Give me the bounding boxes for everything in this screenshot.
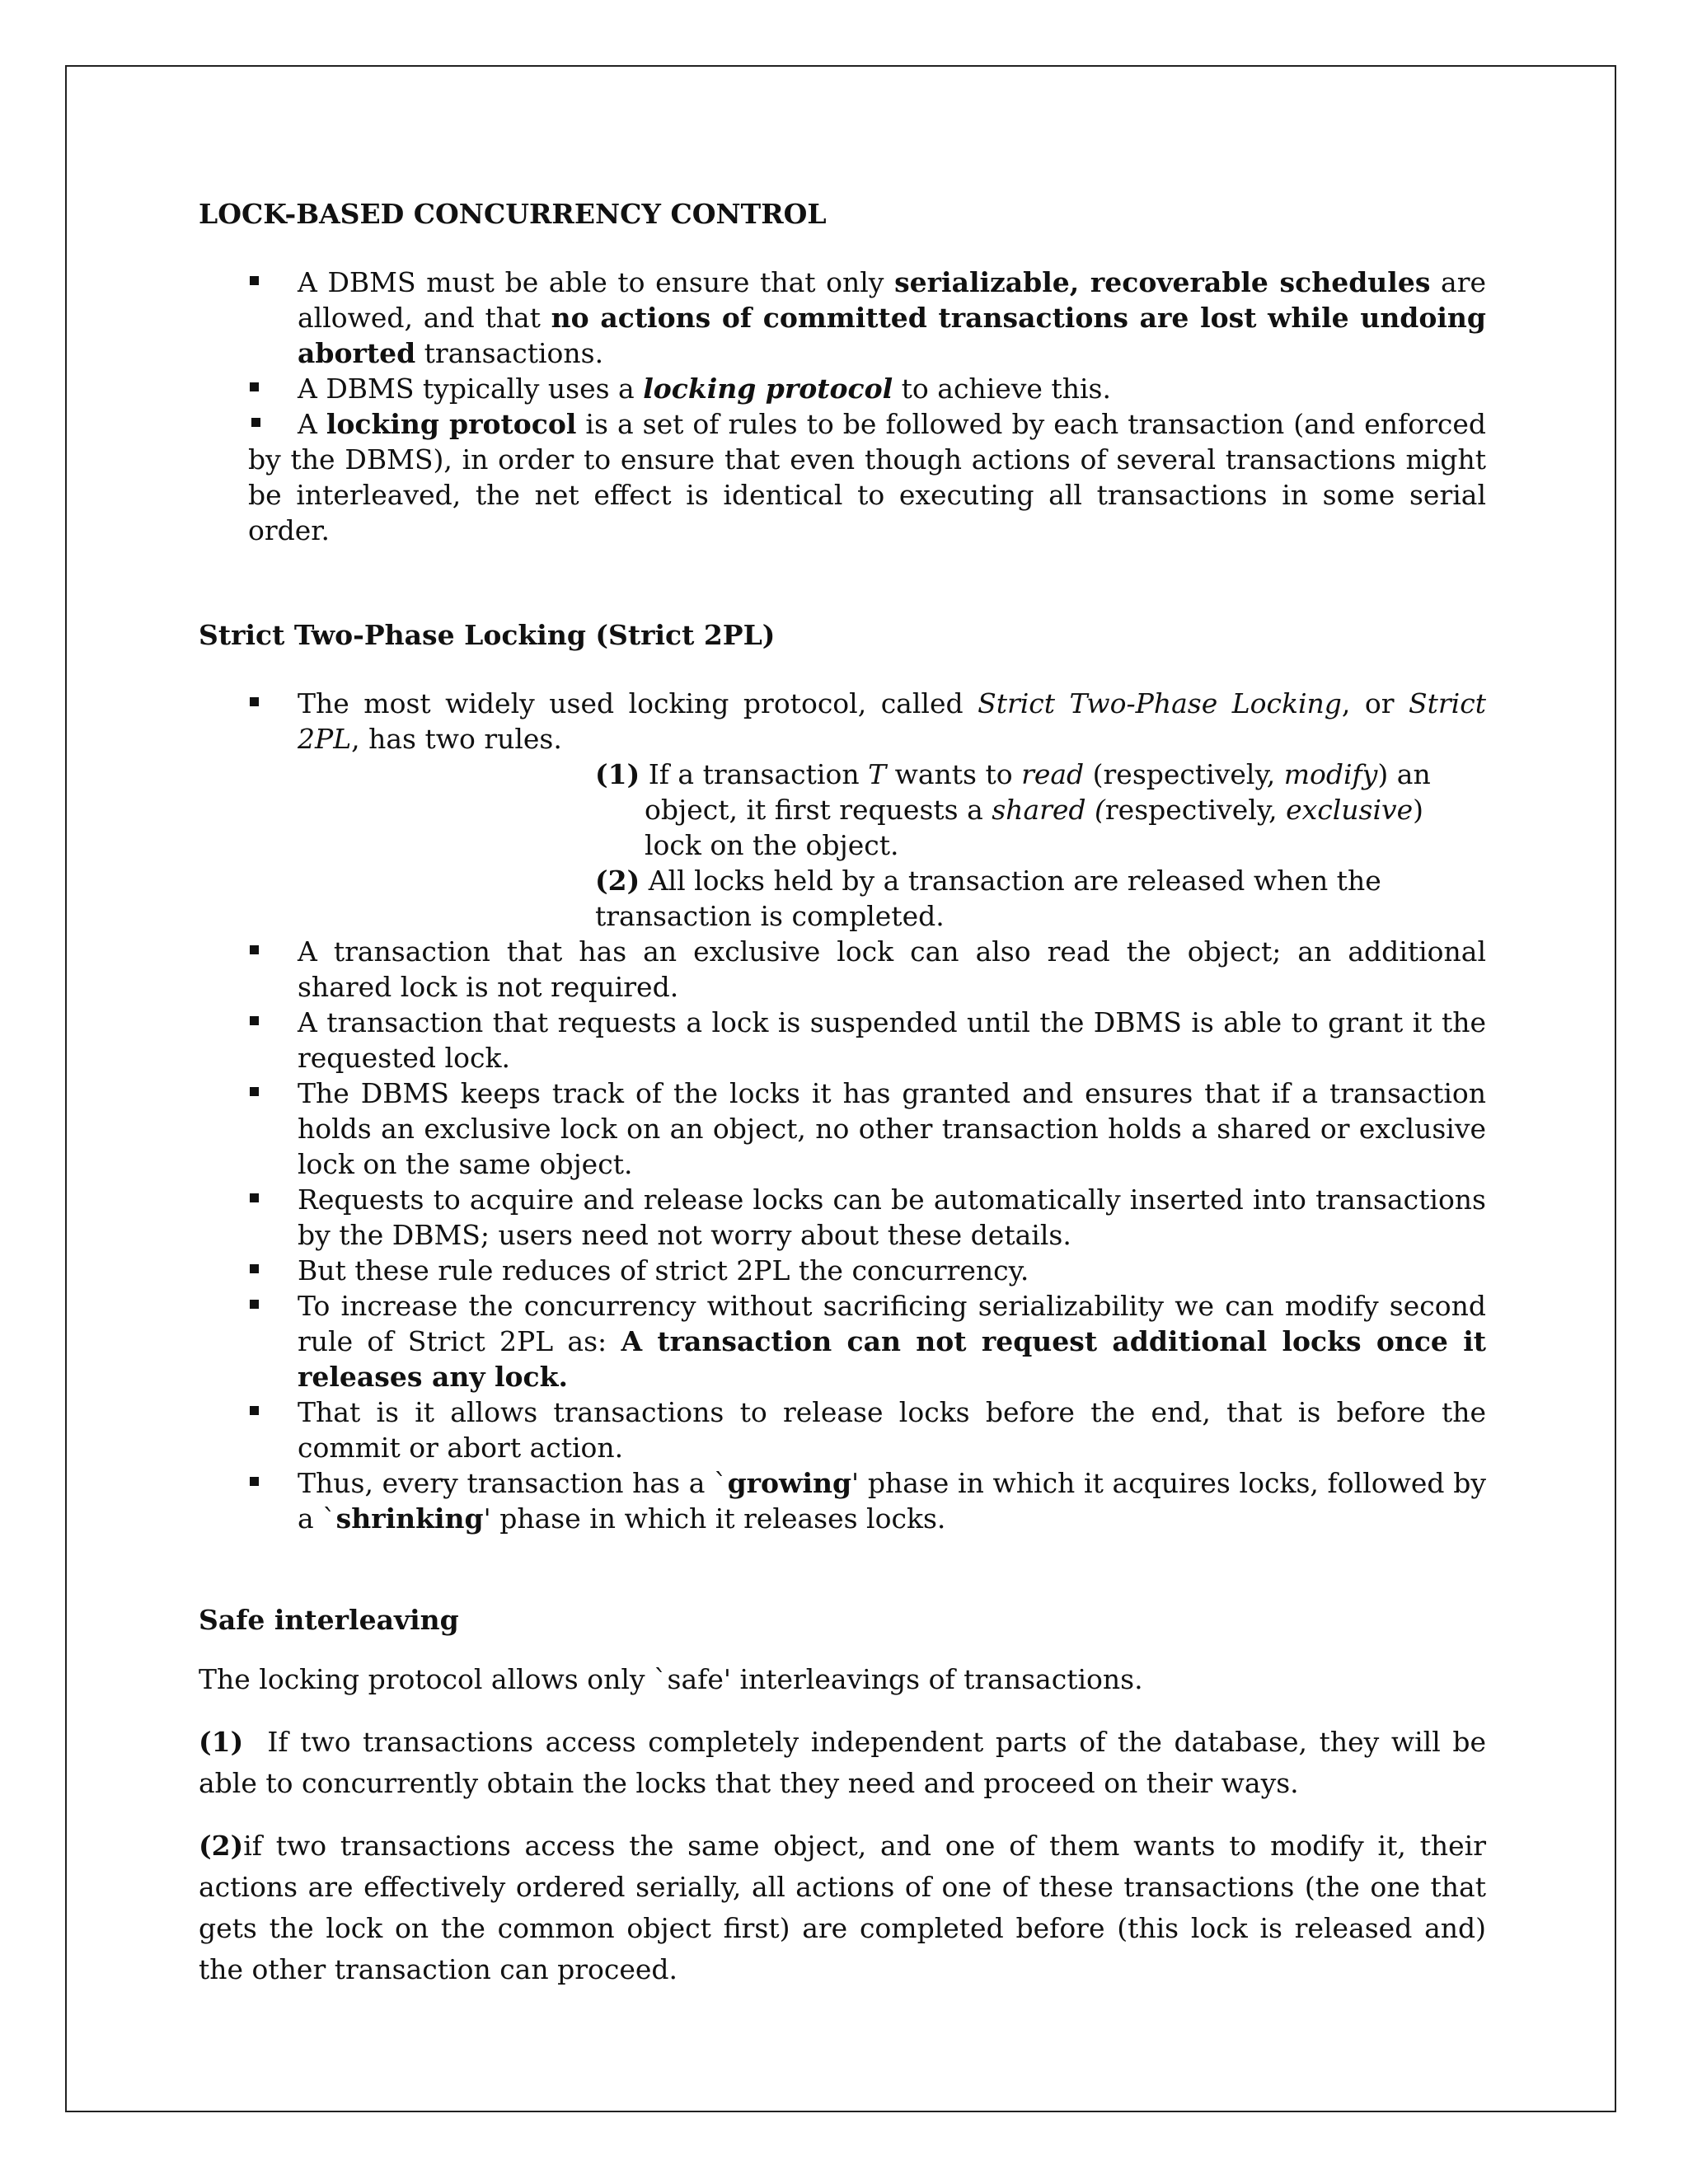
section-heading-strict-2pl: Strict Two-Phase Locking (Strict 2PL) [199, 619, 776, 651]
square-bullet-icon [250, 697, 259, 706]
section-heading-safe-interleaving: Safe interleaving [199, 1604, 459, 1636]
safe-interleaving-intro: The locking protocol allows only `safe' interleavings of transactions. [199, 1663, 1143, 1695]
list-item: A locking protocol is a set of rules to be followed by each transaction (and enforced by the DBMS), in order to ensure that even though actions of several transactions might be interleaved, the net effect is identical to executing all transactions in some serial order. [248, 408, 1486, 546]
square-bullet-icon [251, 418, 260, 427]
list-item: A DBMS must be able to ensure that only serializable, recoverable schedules are allowed, and that no actions of committed transactions are lost while undoing aborted transactions. [199, 265, 1486, 371]
list-item: Requests to acquire and release locks can be automatically inserted into transactions by the DBMS; users need not worry about these details. [199, 1182, 1486, 1253]
rule-2: (2) All locks held by a transaction are released when the transaction is completed. [595, 865, 1381, 932]
list-item: The most widely used locking protocol, called Strict Two-Phase Locking, or Strict 2PL, has two rules. (1) If a transaction T wants to read (respectively, modify) an object, it first requests a shared (respectively, exclusive) lock on the object. (2) All locks held by a transaction are released when the transaction is completed. [199, 686, 1486, 934]
square-bullet-icon [250, 1477, 259, 1486]
square-bullet-icon [250, 1193, 259, 1202]
list-item: A transaction that requests a lock is suspended until the DBMS is able to grant it the requested lock. [199, 1005, 1486, 1076]
square-bullet-icon [250, 382, 259, 391]
document-body [199, 194, 1495, 1990]
section-heading-lock-based: LOCK-BASED CONCURRENCY CONTROL [199, 198, 827, 230]
square-bullet-icon [250, 1087, 259, 1096]
square-bullet-icon [250, 945, 259, 954]
section1-bullet-list [199, 265, 1486, 548]
safe-interleaving-point-2: (2)if two transactions access the same object, and one of them wants to modify it, their actions are effectively ordered serially, all actions of one of these transactions (the one that gets the lock on the common object first) are completed before (this lock is released and) the other transaction can proceed. [199, 1830, 1486, 1985]
section2-bullet-list [199, 686, 1486, 1536]
list-item: A transaction that has an exclusive lock can also read the object; an additional shared lock is not required. [199, 934, 1486, 1005]
square-bullet-icon [250, 276, 259, 285]
list-item: But these rule reduces of strict 2PL the concurrency. [199, 1253, 1486, 1288]
list-item: To increase the concurrency without sacrificing serializability we can modify second rule of Strict 2PL as: A transaction can not request additional locks once it releases any lock. [199, 1288, 1486, 1394]
rule-1: (1) If a transaction T wants to read (respectively, modify) an object, it first requests a shared (respectively, exclusive) lock on the object. [595, 758, 1431, 861]
safe-interleaving-point-1: (1) If two transactions access completely independent parts of the database, they will be able to concurrently obtain the locks that they need and proceed on their ways. [199, 1726, 1495, 1799]
square-bullet-icon [250, 1406, 259, 1415]
list-item: A DBMS typically uses a locking protocol to achieve this. [199, 371, 1486, 406]
list-item: That is it allows transactions to release locks before the end, that is before the commit or abort action. [199, 1394, 1486, 1465]
square-bullet-icon [250, 1300, 259, 1309]
list-item: Thus, every transaction has a `growing' phase in which it acquires locks, followed by a `shrinking' phase in which it releases locks. [199, 1465, 1486, 1536]
square-bullet-icon [250, 1016, 259, 1025]
square-bullet-icon [250, 1264, 259, 1273]
list-item: The DBMS keeps track of the locks it has granted and ensures that if a transaction holds an exclusive lock on an object, no other transaction holds a shared or exclusive lock on the same object. [199, 1076, 1486, 1182]
